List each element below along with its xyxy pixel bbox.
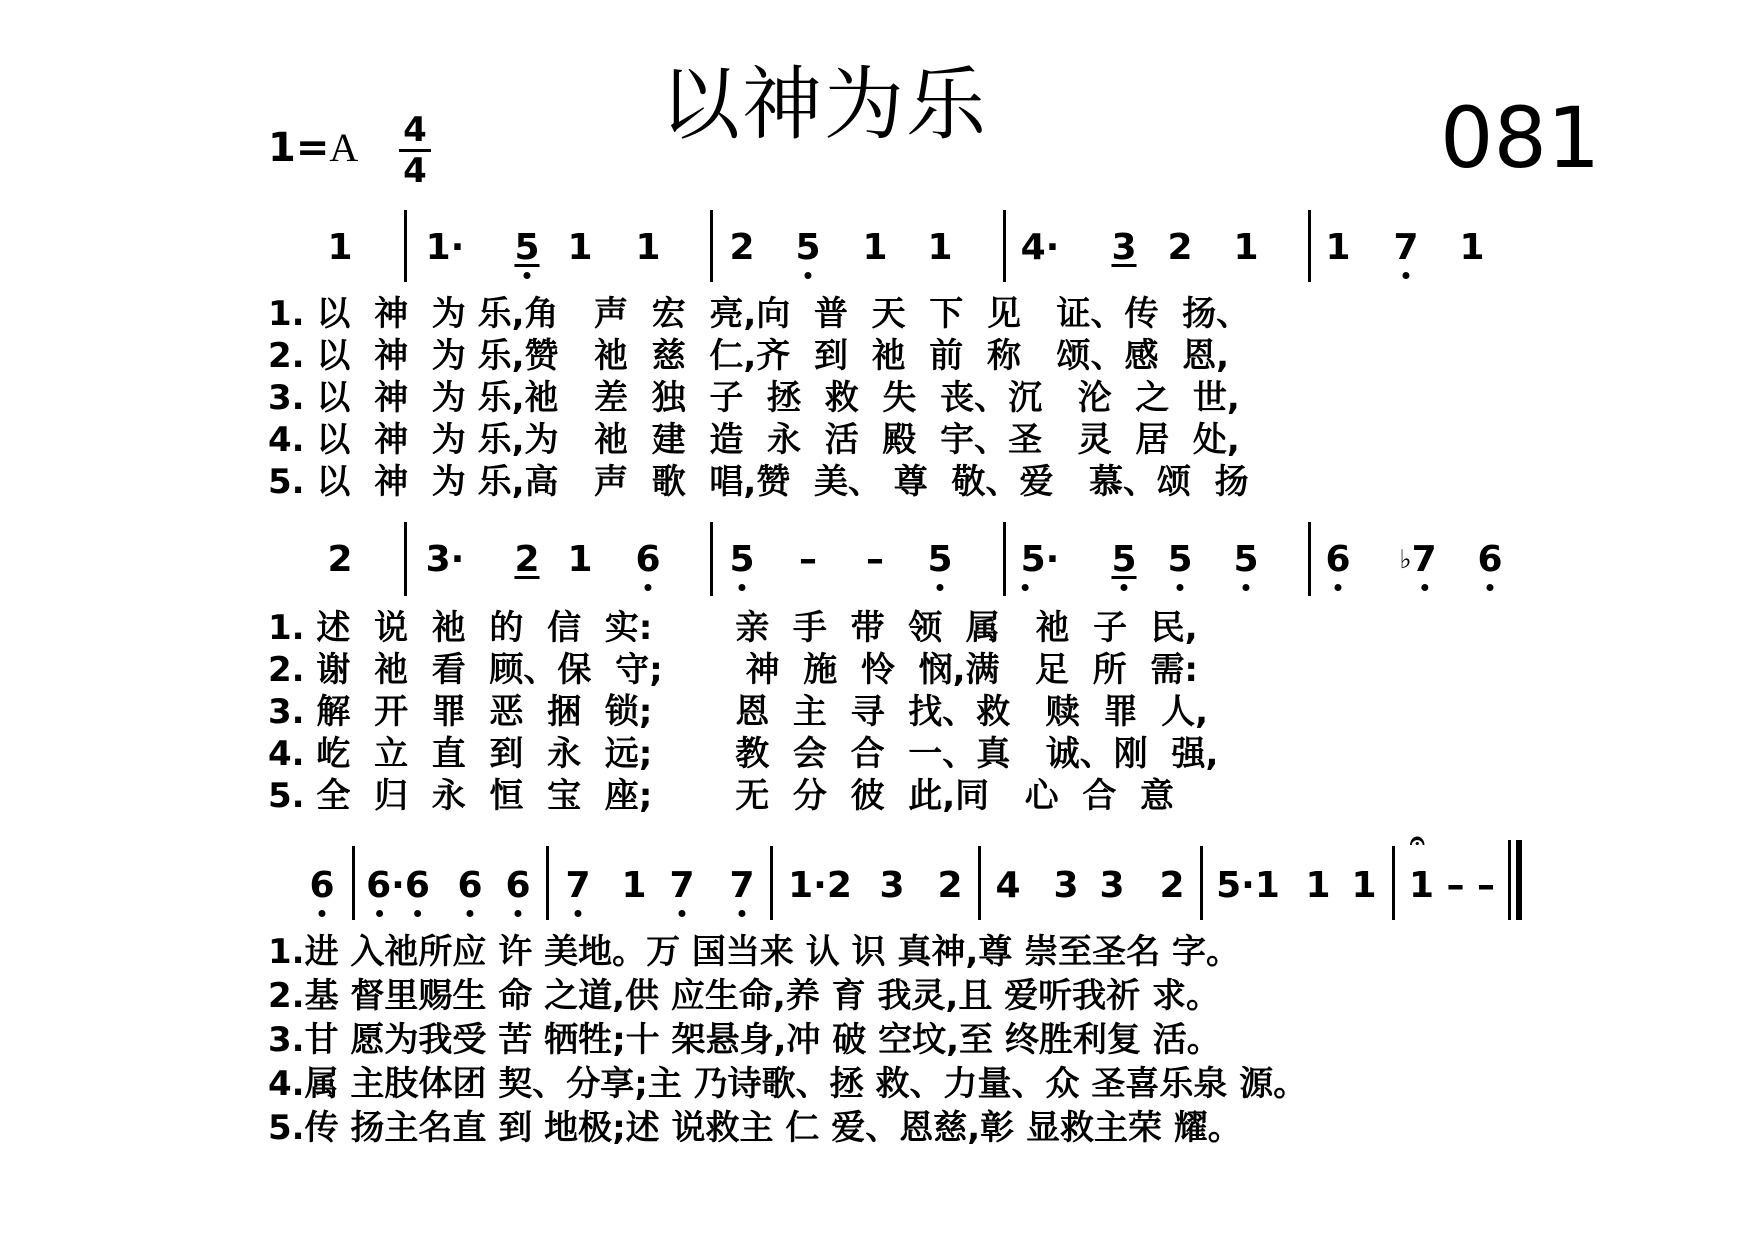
note: 5·1 — [1216, 865, 1280, 906]
bar-line — [404, 210, 407, 282]
note-text: 6 — [635, 539, 661, 580]
note: 1 — [1459, 227, 1485, 268]
note-text: 1·2 — [788, 865, 852, 906]
note: – — [799, 539, 817, 580]
bar-line — [352, 846, 355, 920]
note: 1 — [635, 227, 661, 268]
bar-line — [1392, 846, 1395, 920]
lyric-verse-3: 3. 解 开 罪 恶 捆 锁; 恩 主 寻 找、救 赎 罪 人, — [268, 692, 1209, 732]
time-signature — [395, 112, 435, 189]
note: 3· — [425, 539, 465, 580]
note-text: 5 — [795, 227, 821, 268]
note-text: 5 — [729, 539, 755, 580]
note — [1111, 538, 1136, 598]
lyric-verse-1: 1.进 入祂所应 许 美地。万 国当来 认 识 真神,尊 崇至圣名 字。 — [268, 932, 1241, 972]
note — [505, 864, 530, 924]
note-text: 7 — [669, 865, 695, 906]
time-top: 4 — [403, 110, 427, 150]
lyric-verse-5: 5. 全 归 永 恒 宝 座; 无 分 彼 此,同 心 合 意 — [268, 776, 1175, 816]
bar-line — [1308, 210, 1311, 282]
lyric-verse-2: 2. 以 神 为 乐,赞 祂 慈 仁,齐 到 祂 前 称 颂、感 恩, — [268, 336, 1230, 376]
note-text: 7 — [1393, 227, 1419, 268]
note — [1477, 538, 1502, 598]
key-signature — [268, 118, 358, 178]
bar-line — [1003, 522, 1006, 596]
note — [1111, 226, 1136, 286]
key-letter: A — [329, 125, 359, 170]
note: 1 — [927, 227, 953, 268]
bar-line — [710, 210, 713, 282]
flat-sign: ♭ — [1399, 545, 1412, 575]
note: 2 — [1167, 227, 1193, 268]
lyric-verse-5: 5. 以 神 为 乐,高 声 歌 唱,赞 美、 尊 敬、爱 慕、颂 扬 — [268, 462, 1249, 502]
note-text: 6·6 — [366, 865, 430, 906]
bar-line — [978, 846, 981, 920]
note-text: 6 — [1325, 539, 1351, 580]
note — [1233, 538, 1258, 598]
hymn-title: 以神为乐 — [660, 58, 988, 151]
lyric-verse-5: 5.传 扬主名直 到 地极;述 说救主 仁 爱、恩慈,彰 显救主荣 耀。 — [268, 1108, 1242, 1148]
note — [795, 226, 820, 286]
note — [635, 538, 660, 598]
lyric-verse-1: 1. 述 说 祂 的 信 实: 亲 手 带 领 属 祂 子 民, — [268, 608, 1198, 648]
bar-line — [770, 846, 773, 920]
note-text: 5· — [1020, 539, 1060, 580]
note: 2 — [1159, 865, 1185, 906]
bar-line — [710, 522, 713, 596]
note-text: 5 — [514, 227, 540, 268]
note-text: 5 — [1233, 539, 1259, 580]
note — [1399, 538, 1436, 598]
final-bar-line-thick — [1516, 840, 1522, 920]
note-text: 6 — [457, 865, 483, 906]
note-text: 6 — [1477, 539, 1503, 580]
lyric-verse-2: 2.基 督里赐生 命 之道,供 应生命,养 育 我灵,且 爱听我祈 求。 — [268, 976, 1221, 1016]
bar-line — [1200, 846, 1203, 920]
note — [927, 538, 952, 598]
lyric-verse-3: 3. 以 神 为 乐,祂 差 独 子 拯 救 失 丧、沉 沦 之 世, — [268, 378, 1240, 418]
final-bar-line — [1508, 840, 1511, 920]
fermata-icon: 𝄐 — [1410, 826, 1425, 856]
note — [514, 538, 539, 598]
note: 1· — [425, 227, 465, 268]
note-text: 6 — [309, 865, 335, 906]
note — [457, 864, 482, 924]
lyric-verse-1: 1. 以 神 为 乐,角 声 宏 亮,向 普 天 下 见 证、传 扬、 — [268, 294, 1251, 334]
note-text: 6 — [505, 865, 531, 906]
note: 1 — [621, 865, 647, 906]
note — [309, 864, 334, 924]
note: 1 — [567, 539, 593, 580]
note-text: 7 — [1411, 539, 1437, 580]
lyric-verse-4: 4. 以 神 为 乐,为 祂 建 造 永 活 殿 宇、圣 灵 居 处, — [268, 420, 1240, 460]
note: 4 — [995, 865, 1021, 906]
note — [729, 538, 754, 598]
note: 1 — [1325, 227, 1351, 268]
note — [565, 864, 590, 924]
time-bottom: 4 — [403, 151, 427, 191]
note — [366, 864, 430, 924]
note-text: 5 — [1111, 539, 1137, 580]
note — [729, 864, 754, 924]
note: 4· — [1020, 227, 1060, 268]
note — [669, 864, 694, 924]
note — [1325, 538, 1350, 598]
note-text: 7 — [565, 865, 591, 906]
bar-line — [1003, 210, 1006, 282]
lyric-verse-2: 2. 谢 祂 看 顾、保 守; 神 施 怜 悯,满 足 所 需: — [268, 650, 1198, 690]
bar-line — [546, 846, 549, 920]
note: 1 — [1233, 227, 1259, 268]
hymn-number: 081 — [1440, 89, 1601, 187]
lyric-verse-4: 4.属 主肢体团 契、分享;主 乃诗歌、拯 救、力量、众 圣喜乐泉 源。 — [268, 1064, 1308, 1104]
note-text: 7 — [729, 865, 755, 906]
note: 1 — [1305, 865, 1331, 906]
note-text: 5 — [1167, 539, 1193, 580]
note: 2 — [729, 227, 755, 268]
bar-line — [404, 522, 407, 596]
note: 1 – – — [1408, 865, 1496, 906]
lyric-verse-3: 3.甘 愿为我受 苦 牺牲;十 架悬身,冲 破 空坟,至 终胜利复 活。 — [268, 1020, 1221, 1060]
note: 1 — [1351, 865, 1377, 906]
note: 2 — [937, 865, 963, 906]
note: – — [866, 539, 884, 580]
note — [1167, 538, 1192, 598]
bar-line — [1308, 522, 1311, 596]
note — [1393, 226, 1418, 286]
key-prefix: 1= — [268, 125, 330, 171]
note — [514, 226, 539, 286]
note-text: 2 — [514, 539, 540, 580]
note: 1 — [862, 227, 888, 268]
note-text: 5 — [927, 539, 953, 580]
note — [1021, 538, 1060, 598]
note: 3 — [879, 865, 905, 906]
lyric-verse-4: 4. 屹 立 直 到 永 远; 教 会 合 一、真 诚、刚 强, — [268, 734, 1219, 774]
note: 1 — [327, 227, 353, 268]
note: 3 — [1099, 865, 1125, 906]
note: 2 — [327, 539, 353, 580]
note: 3 — [1053, 865, 1079, 906]
note: 1 — [567, 227, 593, 268]
note — [788, 864, 852, 924]
note-text: 3 — [1111, 227, 1137, 268]
